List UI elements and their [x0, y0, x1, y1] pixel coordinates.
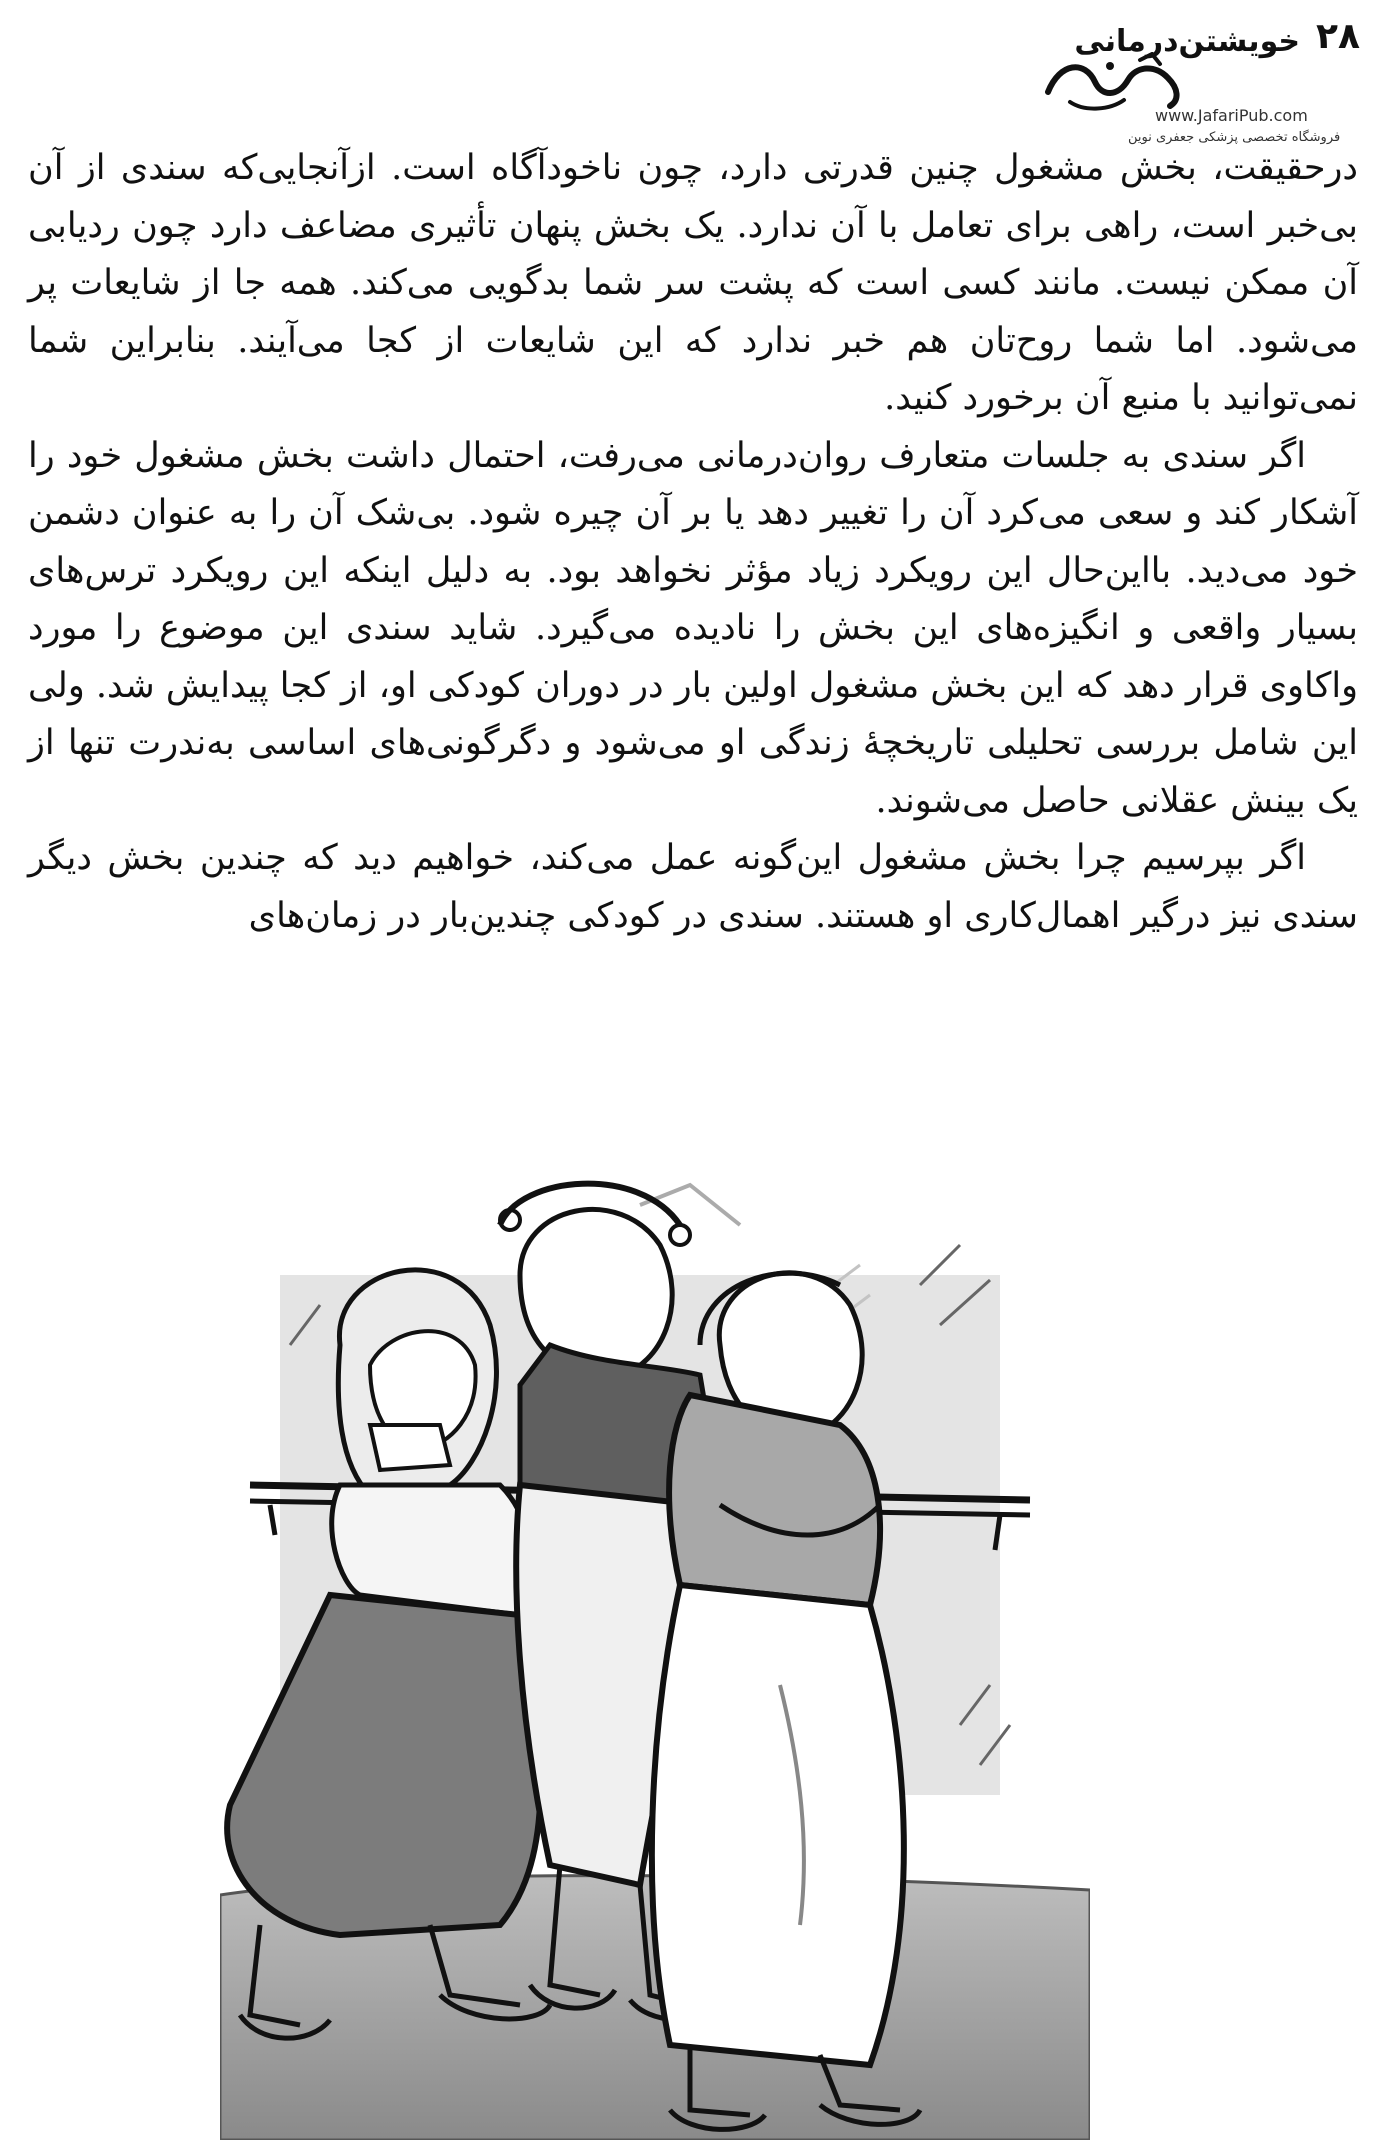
publisher-logo	[1040, 52, 1190, 114]
running-title: خویشتن‌درمانی	[1074, 24, 1300, 59]
publisher-name: فروشگاه تخصصی پزشکی جعفری نوین	[1128, 130, 1341, 145]
paragraph: اگر بپرسیم چرا بخش مشغول این‌گونه عمل می‌کند، خواهیم دید که چندین بخش دیگر سندی نیز درگیر اهمال‌کاری او هستند. سندی در کودکی چندین‌بار در زمان‌های	[28, 838, 1358, 936]
paragraph: اگر سندی به جلسات متعارف روان‌درمانی می‌رفت، احتمال داشت بخش مشغول خود را آشکار کند و سعی می‌کرد آن را تغییر دهد یا بر آن چیره شود. بی‌شک آن را به عنوان دشمن خود می‌دید. بااین‌حال این رویکرد زیاد مؤثر نخواهد بود. به دلیل اینکه این رویکرد ترس‌های بسیار واقعی و انگیزه‌های این بخش را نادیده می‌گیرد. شاید سندی این موضوع را مورد واکاوی قرار دهد که این بخش مشغول اولین بار در دوران کودکی او، از کجا پیدایش شد. ولی این شامل بررسی تحلیلی تاریخچهٔ زندگی او می‌شود و دگرگونی‌های اساسی به‌ندرت تنها از یک بینش عقلانی حاصل می‌شوند.	[28, 435, 1358, 821]
body-text	[28, 140, 1358, 945]
page-number: ۲۸	[1316, 16, 1360, 57]
publisher-url: www.JafariPub.com	[1155, 106, 1308, 125]
illustration-three-girls	[220, 1165, 1090, 2140]
paragraph: درحقیقت، بخش مشغول چنین قدرتی دارد، چون ناخودآگاه است. ازآنجایی‌که سندی از آن بی‌خبر است، راهی برای تعامل با آن ندارد. یک بخش پنهان تأثیری مضاعف دارد چون ردیابی آن ممکن نیست. مانند کسی است که پشت سر شما بدگویی می‌کند. همه جا از شایعات پر می‌شود. اما شما روح‌تان هم خبر ندارد که این شایعات از کجا می‌آیند. بنابراین شما نمی‌توانید با منبع آن برخورد کنید.	[28, 148, 1358, 418]
page-header	[980, 10, 1360, 145]
